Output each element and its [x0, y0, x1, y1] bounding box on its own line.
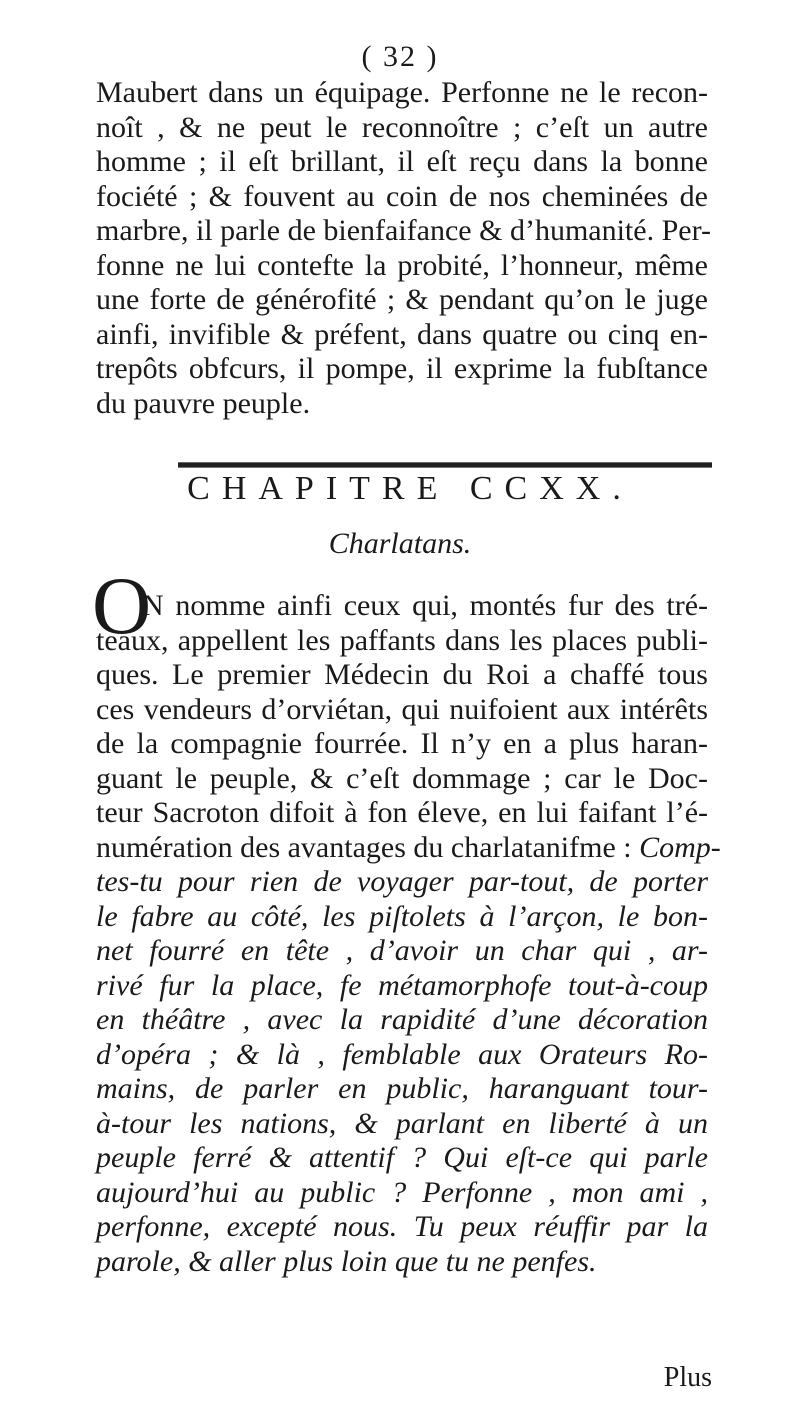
text-line: [96, 693, 708, 728]
text-line: [96, 589, 708, 624]
italic-text: d’opéra ; & là , femblable aux Orateurs Ro-: [96, 1037, 708, 1071]
roman-text: guant le peuple, & c’eſt dommage ; car le Doc-: [96, 761, 708, 795]
text-line: [96, 1038, 708, 1073]
text-line: homme ; il eſt brillant, il eſt reçu dans la bonne: [96, 145, 708, 178]
italic-text: perfonne, excepté nous. Tu peux réuffir par la: [96, 1210, 708, 1243]
text-line: marbre, il parle de bienfaifance & d’humanité. Per-: [96, 214, 711, 247]
paragraph-2: [96, 589, 721, 1279]
text-line: [96, 830, 721, 866]
catchword: Plus: [663, 1362, 712, 1393]
section-divider-rule: [178, 462, 712, 468]
text-line: [96, 1107, 708, 1142]
italic-text: le fabre au côté, les piſtolets à l’arçon, le bon-: [96, 899, 708, 933]
text-line: [96, 865, 708, 900]
chapter-heading: CHAPITRE CCXX.: [187, 470, 633, 507]
text-line: fociété ; & fouvent au coin de nos cheminées de: [96, 179, 708, 213]
text-line: [96, 1003, 708, 1038]
roman-text: ques. Le premier Médecin du Roi a chaffé tous: [96, 658, 708, 691]
text-line: ainfi, invifible & préfent, dans quatre ou cinq en-: [96, 317, 708, 351]
roman-text: numération des avantages du charlatanifme :: [96, 830, 640, 864]
text-line: [96, 658, 708, 693]
text-line: [96, 934, 708, 969]
text-line: [96, 624, 708, 659]
chapter-title: Charlatans.: [328, 527, 472, 560]
text-line: Maubert dans un équipage. Perfonne ne le recon-: [96, 76, 708, 109]
text-line: fonne ne lui contefte la probité, l’honneur, même: [96, 248, 708, 282]
text-line: [96, 762, 708, 797]
italic-text: peuple ferré & attentif ? Qui eſt-ce qui parle: [96, 1141, 708, 1174]
drop-cap: O: [92, 560, 152, 651]
text-line: [96, 1072, 708, 1107]
roman-text: de la compagnie fourrée. Il n’y en a plus haran-: [96, 727, 708, 760]
roman-text: N nomme ainfi ceux qui, montés fur des tré-: [142, 589, 708, 622]
text-line: une forte de générofité ; & pendant qu’on le juge: [96, 283, 708, 316]
page-number: ( 32 ): [361, 40, 439, 73]
paragraph-1: [96, 76, 711, 421]
text-line: [96, 1141, 708, 1176]
text-line: [96, 1245, 708, 1280]
roman-text: ces vendeurs d’orviétan, qui nuifoient aux intérêts: [96, 692, 708, 726]
text-line: [96, 969, 708, 1004]
text-line: [96, 900, 708, 935]
text-line: trepôts obfcurs, il pompe, il exprime la fubſtance: [96, 352, 708, 385]
text-line: [96, 1176, 708, 1211]
italic-text: mains, de parler en public, haranguant tour-: [96, 1072, 708, 1105]
text-line: noît , & ne peut le reconnoître ; c’eſt un autre: [96, 110, 708, 144]
text-line: du pauvre peuple.: [96, 386, 311, 420]
roman-text: teur Sacroton difoit à fon éleve, en lui faifant l’é-: [96, 796, 708, 829]
italic-text: Comp-: [639, 830, 721, 864]
text-line: [96, 727, 708, 762]
italic-text: net fourré en tête , d’avoir un char qui , ar-: [96, 934, 708, 967]
text-line: [96, 1210, 708, 1245]
italic-text: rivé fur la place, fe métamorphofe tout-à-coup: [96, 968, 708, 1002]
italic-text: en théâtre , avec la rapidité d’une décoration: [96, 1003, 708, 1036]
italic-text: tes-tu pour rien de voyager par-tout, de porter: [96, 865, 708, 898]
roman-text: teaux, appellent les paffants dans les places publi-: [96, 623, 708, 657]
italic-text: à-tour les nations, & parlant en liberté à un: [96, 1106, 708, 1140]
italic-text: parole, & aller plus loin que tu ne penfes.: [96, 1244, 597, 1278]
text-line: [96, 796, 708, 831]
italic-text: aujourd’hui au public ? Perfonne , mon ami ,: [96, 1175, 708, 1209]
